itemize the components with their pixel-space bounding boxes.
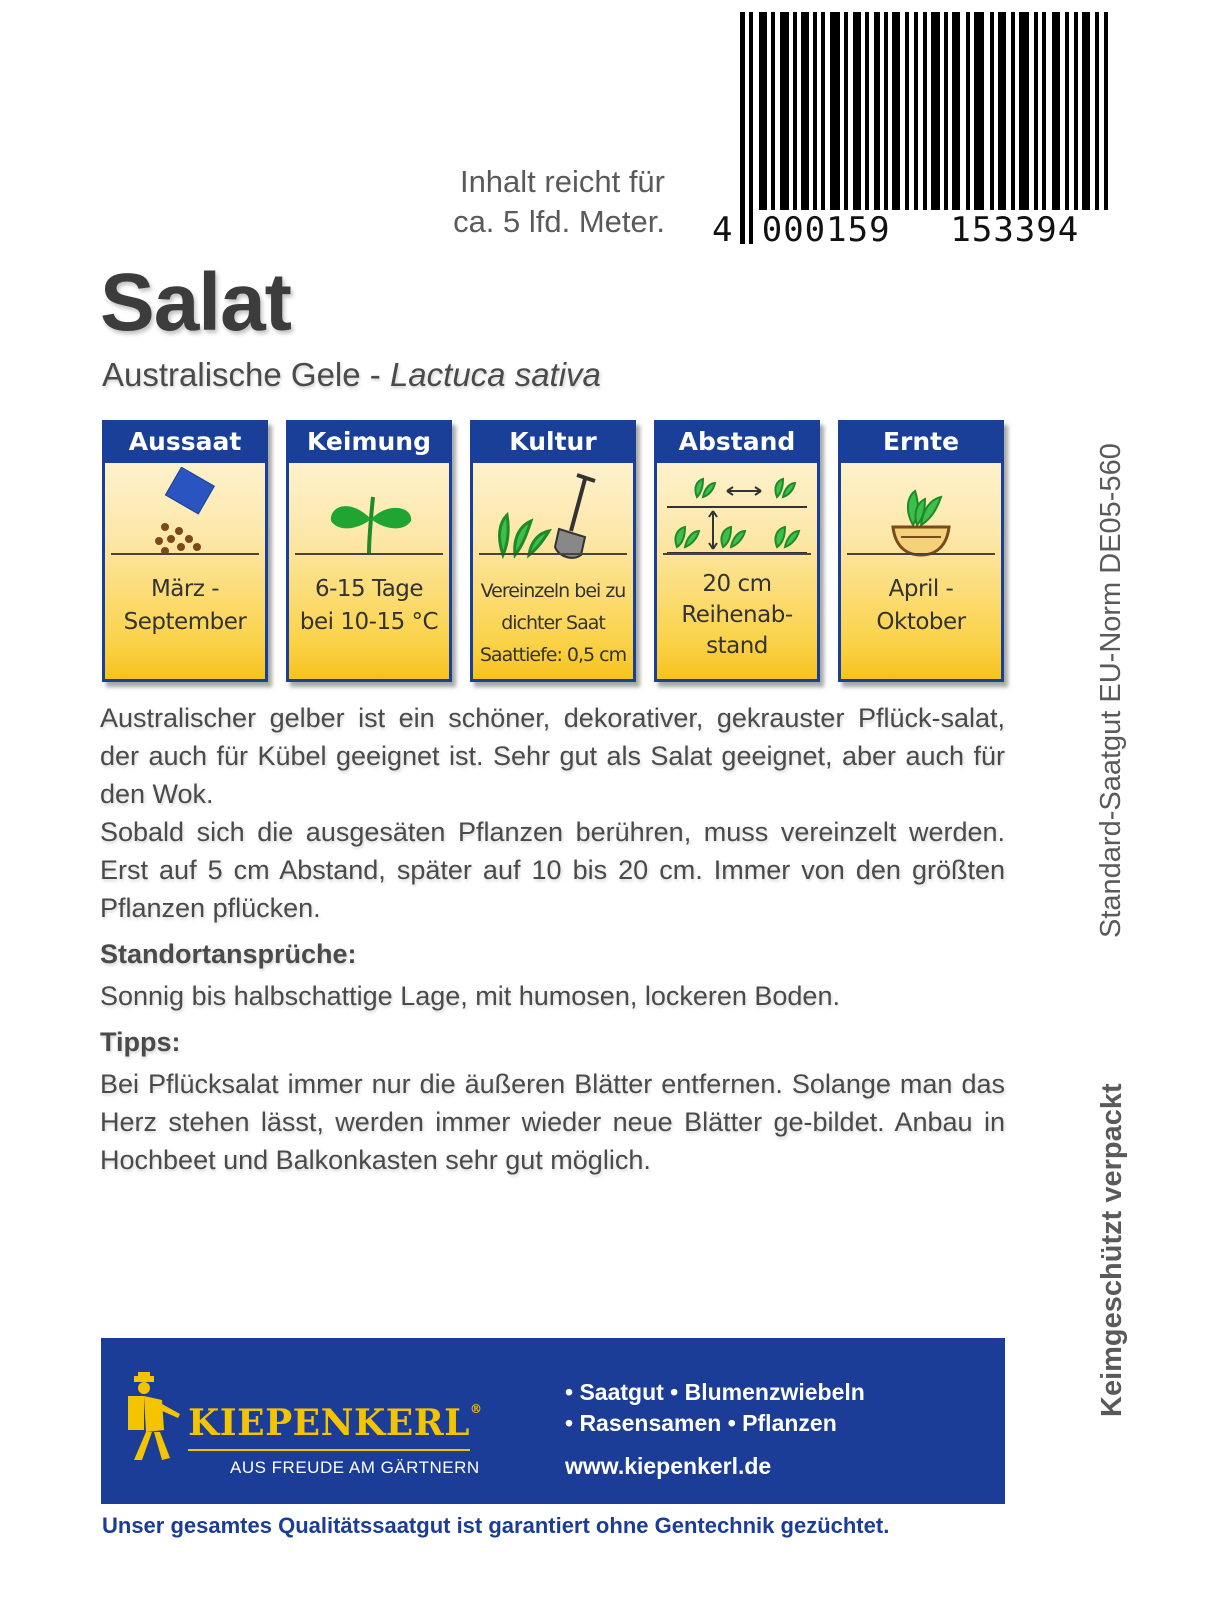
- harvest-bowl-icon: [841, 467, 1001, 563]
- info-box-heading: Aussaat: [105, 423, 265, 463]
- brand-website-link[interactable]: www.kiepenkerl.de: [565, 1453, 772, 1479]
- product-list-line: • Rasensamen • Pflanzen: [565, 1410, 837, 1436]
- description-paragraph: Australischer gelber ist ein schöner, dekorativer, gekrauster Pflück-salat, der auch für Kübel geeignet ist. Sehr gut als Salat geeignet, aber auch für den Wok.: [100, 703, 1005, 809]
- soil-line: [295, 553, 443, 555]
- info-box-aussaat: [102, 420, 268, 682]
- info-box-text: 6-15 Tage bei 10-15 °C: [299, 576, 439, 635]
- product-subtitle: [102, 356, 601, 394]
- info-box-heading: Abstand: [657, 423, 817, 463]
- product-list-line: • Saatgut • Blumenzwiebeln: [565, 1379, 865, 1405]
- variety-name: Australische Gele -: [102, 356, 390, 393]
- soil-line: [111, 553, 259, 555]
- barcode-digit-first: 4: [712, 210, 734, 250]
- info-box-keimung: [286, 420, 452, 682]
- spacing-icon: [657, 467, 817, 563]
- location-text: Sonnig bis halbschattige Lage, mit humosen, lockeren Boden.: [100, 981, 840, 1011]
- barcode-number: [712, 210, 1112, 250]
- info-box-text: Vereinzeln bei zu dichter Saat Saattiefe: 0,5 cm: [479, 580, 627, 666]
- logo-divider: [188, 1449, 470, 1451]
- info-box-heading: Ernte: [841, 423, 1001, 463]
- brand-logo-text: KIEPENKERL®: [188, 1402, 483, 1444]
- tips-heading: Tipps:: [100, 1027, 181, 1057]
- kiepenkerl-figure-icon: [128, 1372, 186, 1464]
- seed-standard-note: Standard-Saatgut EU-Norm DE05-560: [1095, 443, 1127, 938]
- location-heading: Standortansprüche:: [100, 939, 357, 969]
- info-box-abstand: [654, 420, 820, 682]
- info-box-text: April - Oktober: [876, 576, 966, 635]
- tips-text: Bei Pflücksalat immer nur die äußeren Blätter entfernen. Solange man das Herz stehen lässt, werden immer wieder neue Blätter ge-bildet. Anbau in Hochbeet und Balkonkasten sehr gut möglich.: [100, 1069, 1005, 1175]
- info-box-kultur: [470, 420, 636, 682]
- cultivation-info-boxes: [102, 420, 1007, 682]
- soil-line: [847, 553, 995, 555]
- gmo-free-statement: Unser gesamtes Qualitätssaatgut ist garantiert ohne Gentechnik gezüchtet.: [102, 1513, 890, 1538]
- soil-line: [663, 553, 811, 555]
- brand-product-list: [565, 1377, 865, 1439]
- info-box-heading: Keimung: [289, 423, 449, 463]
- barcode-digits-right: 153394: [942, 210, 1112, 250]
- contents-note-line: ca. 5 lfd. Meter.: [453, 204, 665, 239]
- brand-slogan: AUS FREUDE AM GÄRTNERN: [230, 1458, 480, 1477]
- thinning-paragraph: Sobald sich die ausgesäten Pflanzen berühren, muss vereinzelt werden. Erst auf 5 cm Abstand, später auf 10 bis 20 cm. Immer von den größten Pflanzen pflücken.: [100, 817, 1005, 923]
- product-title: Salat: [100, 257, 291, 348]
- seedling-icon: [289, 467, 449, 563]
- latin-name: Lactuca sativa: [389, 356, 601, 393]
- packaging-note: Keimgeschützt verpackt: [1096, 1083, 1128, 1417]
- info-box-text: 20 cm Reihenab- stand: [681, 571, 793, 659]
- info-box-heading: Kultur: [473, 423, 633, 463]
- info-box-ernte: [838, 420, 1004, 682]
- info-box-text: März - September: [123, 576, 247, 635]
- barcode-digits-left: 000159: [756, 210, 943, 250]
- soil-line: [479, 553, 627, 555]
- seed-packet-icon: [105, 467, 265, 563]
- contents-note: [405, 162, 665, 242]
- contents-note-line: Inhalt reicht für: [459, 164, 665, 199]
- spade-plants-icon: [473, 467, 633, 563]
